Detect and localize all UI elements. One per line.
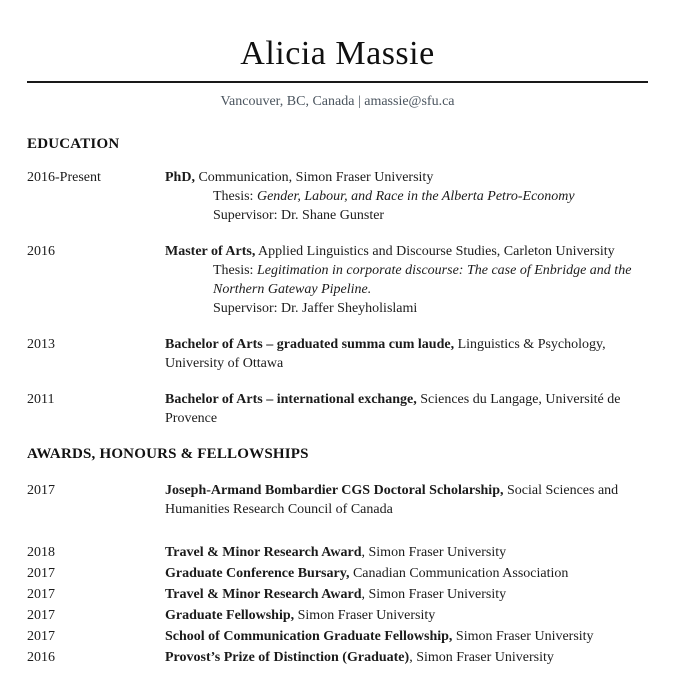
entry-description — [165, 543, 648, 562]
award-entry-bombardier — [27, 481, 648, 519]
education-heading: EDUCATION — [27, 136, 120, 152]
education-entry-ba-2011 — [27, 390, 648, 428]
entry-description — [165, 648, 648, 667]
award-detail: , Simon Fraser University — [361, 587, 507, 602]
award-title: Travel & Minor Research Award — [165, 545, 362, 560]
degree-name: PhD, — [165, 170, 195, 185]
award-detail: Canadian Communication Association — [349, 566, 569, 581]
degree-name: Bachelor of Arts – graduated summa cum laude, — [165, 337, 455, 352]
thesis-label: Thesis: — [213, 263, 257, 278]
document-header — [27, 36, 648, 111]
degree-detail: Applied Linguistics and Discourse Studies, Carleton University — [255, 244, 615, 259]
entry-year: 2017 — [27, 587, 55, 602]
entry-supervisor-line: Supervisor: Dr. Jaffer Sheyholislami — [213, 301, 418, 316]
degree-name: Master of Arts, — [165, 244, 256, 259]
award-entry — [27, 585, 648, 604]
award-title: Graduate Conference Bursary, — [165, 566, 350, 581]
header-divider — [27, 81, 648, 83]
entry-description — [165, 585, 648, 604]
entry-degree-line — [165, 242, 646, 261]
entry-description — [165, 564, 648, 583]
entry-year: 2013 — [27, 337, 55, 352]
entry-degree-line — [165, 168, 646, 187]
education-entry-ma — [27, 242, 648, 318]
entry-supervisor-line: Supervisor: Dr. Shane Gunster — [213, 208, 385, 223]
award-entry — [27, 606, 648, 625]
award-title: School of Communication Graduate Fellowship, — [165, 629, 453, 644]
entry-year: 2018 — [27, 545, 55, 560]
entry-year: 2017 — [27, 566, 55, 581]
degree-detail: Communication, Simon Fraser University — [194, 170, 434, 185]
entry-year: 2017 — [27, 483, 55, 498]
entry-year: 2017 — [27, 629, 55, 644]
entry-description — [165, 627, 648, 646]
award-title: Travel & Minor Research Award — [165, 587, 362, 602]
entry-year: 2017 — [27, 608, 55, 623]
award-detail: , Simon Fraser University — [361, 545, 507, 560]
award-entry — [27, 564, 648, 583]
thesis-label: Thesis: — [213, 189, 257, 204]
degree-name: Bachelor of Arts – international exchange, — [165, 392, 417, 407]
entry-year: 2016 — [27, 650, 55, 665]
award-title: Joseph-Armand Bombardier CGS Doctoral Scholarship, — [165, 483, 504, 498]
thesis-title: Gender, Labour, and Race in the Alberta Petro-Economy — [256, 189, 575, 204]
award-title: Provost’s Prize of Distinction (Graduate) — [165, 650, 410, 665]
degree-detail: Sciences du Langage, Université de Provence — [165, 392, 621, 426]
entry-year: 2016 — [27, 244, 55, 259]
award-entry — [27, 627, 648, 646]
entry-year: 2016-Present — [27, 170, 101, 185]
education-entry-ba-2013 — [27, 335, 648, 373]
award-title: Graduate Fellowship, — [165, 608, 295, 623]
award-entry — [27, 543, 648, 562]
award-detail: , Simon Fraser University — [409, 650, 554, 665]
awards-heading: AWARDS, HONOURS & FELLOWSHIPS — [27, 446, 309, 462]
degree-detail: Linguistics & Psychology, University of Ottawa — [165, 337, 606, 371]
entry-description — [165, 606, 648, 625]
entry-thesis-line — [213, 261, 646, 299]
award-detail: Simon Fraser University — [452, 629, 594, 644]
contact-line: Vancouver, BC, Canada | amassie@sfu.ca — [220, 94, 455, 109]
education-section — [27, 135, 648, 428]
awards-section — [27, 445, 648, 667]
award-entry — [27, 648, 648, 667]
entry-description — [165, 335, 648, 373]
entry-description — [165, 242, 648, 318]
entry-description — [165, 481, 648, 519]
award-detail: Social Sciences and Humanities Research Council of Canada — [165, 483, 619, 517]
entry-description — [165, 168, 648, 225]
page-title: Alicia Massie — [240, 35, 435, 72]
entry-year: 2011 — [27, 392, 55, 407]
entry-degree-line — [165, 390, 646, 428]
education-entry-phd — [27, 168, 648, 225]
entry-degree-line — [165, 335, 646, 373]
thesis-title: Legitimation in corporate discourse: The case of Enbridge and the Northern Gateway Pipeline. — [213, 263, 632, 297]
entry-description — [165, 390, 648, 428]
entry-thesis-line — [213, 187, 646, 206]
award-detail: Simon Fraser University — [294, 608, 436, 623]
